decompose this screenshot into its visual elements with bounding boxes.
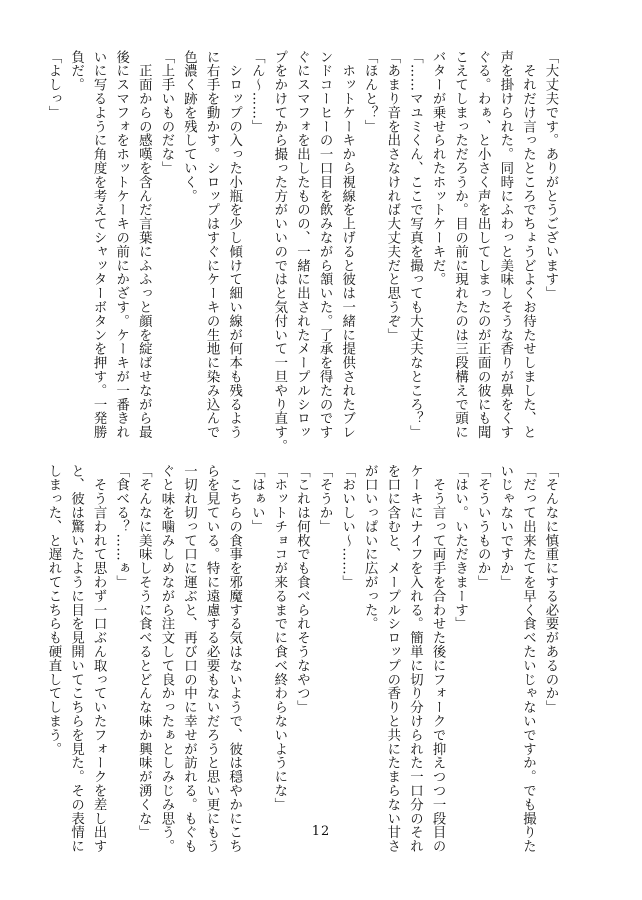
text-line: 声を掛けられた。同時にふわっと美味しそうな香りが鼻をくす: [497, 50, 513, 440]
text-line: 「そういうものか」: [475, 464, 491, 590]
text-line: ぐる。わぁ、と小さく声を出してしまったのが正面の彼にも聞: [475, 50, 491, 440]
text-line: ンドコーヒーの一口目を飲みながら頷いた。了承を得たのです: [317, 50, 333, 440]
upper-text-block: [41, 50, 561, 454]
text-line: 「あまり音を出さなければ大丈夫だと思うぞ」: [384, 50, 400, 342]
text-line: 「食べる？……ぁ」: [113, 464, 129, 590]
text-line: 「上手いものだな」: [158, 50, 174, 176]
text-line: シロップの入った小瓶を少し傾けて細い線が何本も残るよう: [226, 50, 242, 440]
text-line: いに写るように角度を考えてシャッターボタンを押す。一発勝: [91, 50, 107, 440]
text-line: 「そうか」: [317, 464, 333, 534]
text-line: 「そんなに美味しそうに食べるとどんな味か興味が湧くな」: [136, 464, 152, 840]
text-line: 「大丈夫です。ありがとうございます」: [543, 50, 558, 301]
text-line: 「だって出来たてを早く食べたいじゃないですか。でも撮りた: [520, 464, 536, 854]
text-line: 「はい。いただきまーす」: [452, 464, 468, 631]
text-line: それだけ言ったところでちょうどよくお待たせしました、と: [520, 50, 536, 440]
text-line: そう言われて思わず一口ぶん取っていたフォークを差し出す: [91, 464, 107, 854]
text-line: に右手を動かす。シロップはすぐにケーキの生地に染み込んで: [204, 50, 220, 440]
page-number: 12: [311, 824, 331, 839]
text-line: らを見ている。特に遠慮する必要もないだろうと思い更にもう: [204, 464, 220, 854]
text-line: 負だ。: [68, 50, 84, 92]
text-line: 「そんなに慎重にする必要があるのか」: [543, 464, 558, 715]
text-line: しまった、と遅れてこちらも硬直してしまう。: [45, 464, 61, 756]
text-line: 「おいしい〜……」: [339, 464, 355, 590]
text-line: 「はぁい」: [249, 464, 265, 534]
text-line: こえてしまっただろうか。目の前に現れたのは三段構えで頭に: [452, 50, 468, 440]
text-line: が口いっぱいに広がった。: [362, 464, 378, 631]
text-line: 後にスマフォをホットケーキの前にかざす。ケーキが一番きれ: [113, 50, 129, 440]
text-line: そう言って両手を合わせた後にフォークで抑えつつ一段目の: [430, 464, 446, 854]
text-line: こちらの食事を邪魔する気はないようで、彼は穏やかにこち: [226, 464, 242, 854]
text-line: 正面からの感嘆を含んだ言葉にふふっと顔を綻ばせながら最: [136, 50, 152, 440]
text-line: 「ん〜……」: [249, 50, 265, 134]
text-line: プをかけてから撮った方がいいのではと気付いて一旦やり直す。: [271, 50, 287, 454]
text-line: と、彼は驚いたように目を見開いてこちらを見た。その表情に: [68, 464, 84, 854]
text-line: 「……マユミくん、ここで写真を撮っても大丈夫なところ？」: [407, 50, 423, 440]
text-line: 一切れ切って口に運ぶと、再び口の中に幸せが訪れる。もぐも: [181, 464, 197, 854]
text-line: いじゃないですか」: [497, 464, 513, 590]
text-line: バターが乗せられたホットケーキだ。: [430, 50, 446, 287]
text-line: を口に含むと、メープルシロップの香りと共にたまらない甘さ: [384, 464, 400, 854]
text-line: ホットケーキから視線を上げると彼は一緒に提供されたブレ: [339, 50, 355, 440]
text-line: 「ほんと？」: [362, 50, 378, 134]
text-line: ぐにスマフォを出したものの、一緒に出されたメープルシロッ: [294, 50, 310, 440]
text-line: 色濃く跡を残していく。: [181, 50, 197, 203]
text-line: 「よしっ」: [45, 50, 61, 120]
text-line: 「これは何枚でも食べられそうなやつ」: [294, 464, 310, 715]
text-line: ケーキにナイフを入れる。簡単に切り分けられた一口分のそれ: [407, 464, 423, 854]
text-line: ぐと味を噛みしめながら注文して良かったぁとしみじみ思う。: [158, 464, 174, 854]
text-line: 「ホットチョコが来るまでに食べ終わらないようにな」: [271, 464, 287, 812]
